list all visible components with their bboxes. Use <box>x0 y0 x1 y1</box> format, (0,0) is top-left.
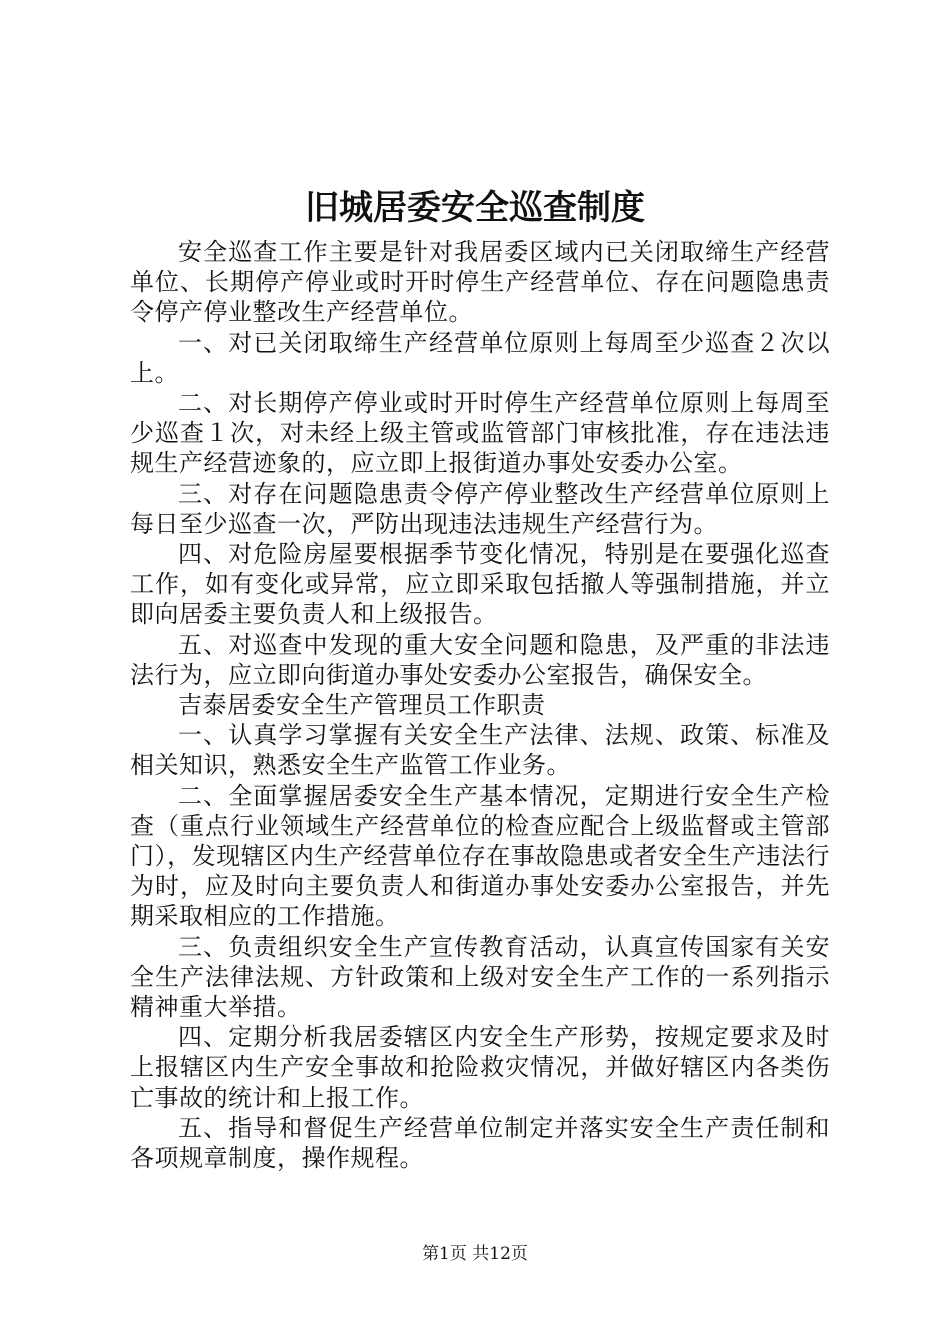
rule-2-paragraph: 二、对长期停产停业或时开时停生产经营单位原则上每周至少巡查１次，对未经上级主管或监管部门审核批准，存在违法违规生产经营迹象的，应立即上报街道办事处安委办公室。 <box>130 389 830 478</box>
rule-3-paragraph: 三、对存在问题隐患责令停产停业整改生产经营单位原则上每日至少巡查一次，严防出现违法违规生产经营行为。 <box>130 479 830 538</box>
document-title: 旧城居委安全巡查制度 <box>305 188 645 228</box>
duty-4-paragraph: 四、定期分析我居委辖区内安全生产形势，按规定要求及时上报辖区内生产安全事故和抢险救灾情况，并做好辖区内各类伤亡事故的统计和上报工作。 <box>130 1023 830 1112</box>
intro-paragraph: 安全巡查工作主要是针对我居委区域内已关闭取缔生产经营单位、长期停产停业或时开时停生产经营单位、存在问题隐患责令停产停业整改生产经营单位。 <box>130 238 830 327</box>
rule-5-paragraph: 五、对巡查中发现的重大安全问题和隐患，及严重的非法违法行为，应立即向街道办事处安委办公室报告，确保安全。 <box>130 630 830 689</box>
duty-2-paragraph: 二、全面掌握居委安全生产基本情况，定期进行安全生产检查（重点行业领域生产经营单位的检查应配合上级监督或主管部门），发现辖区内生产经营单位存在事故隐患或者安全生产违法行为时，应及时向主要负责人和街道办事处安委办公室报告，并先期采取相应的工作措施。 <box>130 781 830 931</box>
rule-4-paragraph: 四、对危险房屋要根据季节变化情况，特别是在要强化巡查工作，如有变化或异常，应立即采取包括撤人等强制措施，并立即向居委主要负责人和上级报告。 <box>130 540 830 629</box>
duty-3-paragraph: 三、负责组织安全生产宣传教育活动，认真宣传国家有关安全生产法律法规、方针政策和上级对安全生产工作的一系列指示精神重大举措。 <box>130 932 830 1022</box>
page-number-footer: 第1页 共12页 <box>422 1244 528 1264</box>
section-heading: 吉泰居委安全生产管理员工作职责 <box>178 691 546 720</box>
duty-5-paragraph: 五、指导和督促生产经营单位制定并落实安全生产责任制和各项规章制度，操作规程。 <box>130 1113 830 1173</box>
rule-1-paragraph: 一、对已关闭取缔生产经营单位原则上每周至少巡查２次以上。 <box>130 328 830 387</box>
duty-1-paragraph: 一、认真学习掌握有关安全生产法律、法规、政策、标准及相关知识，熟悉安全生产监管工作业务。 <box>130 721 830 780</box>
document-body <box>130 237 830 1173</box>
